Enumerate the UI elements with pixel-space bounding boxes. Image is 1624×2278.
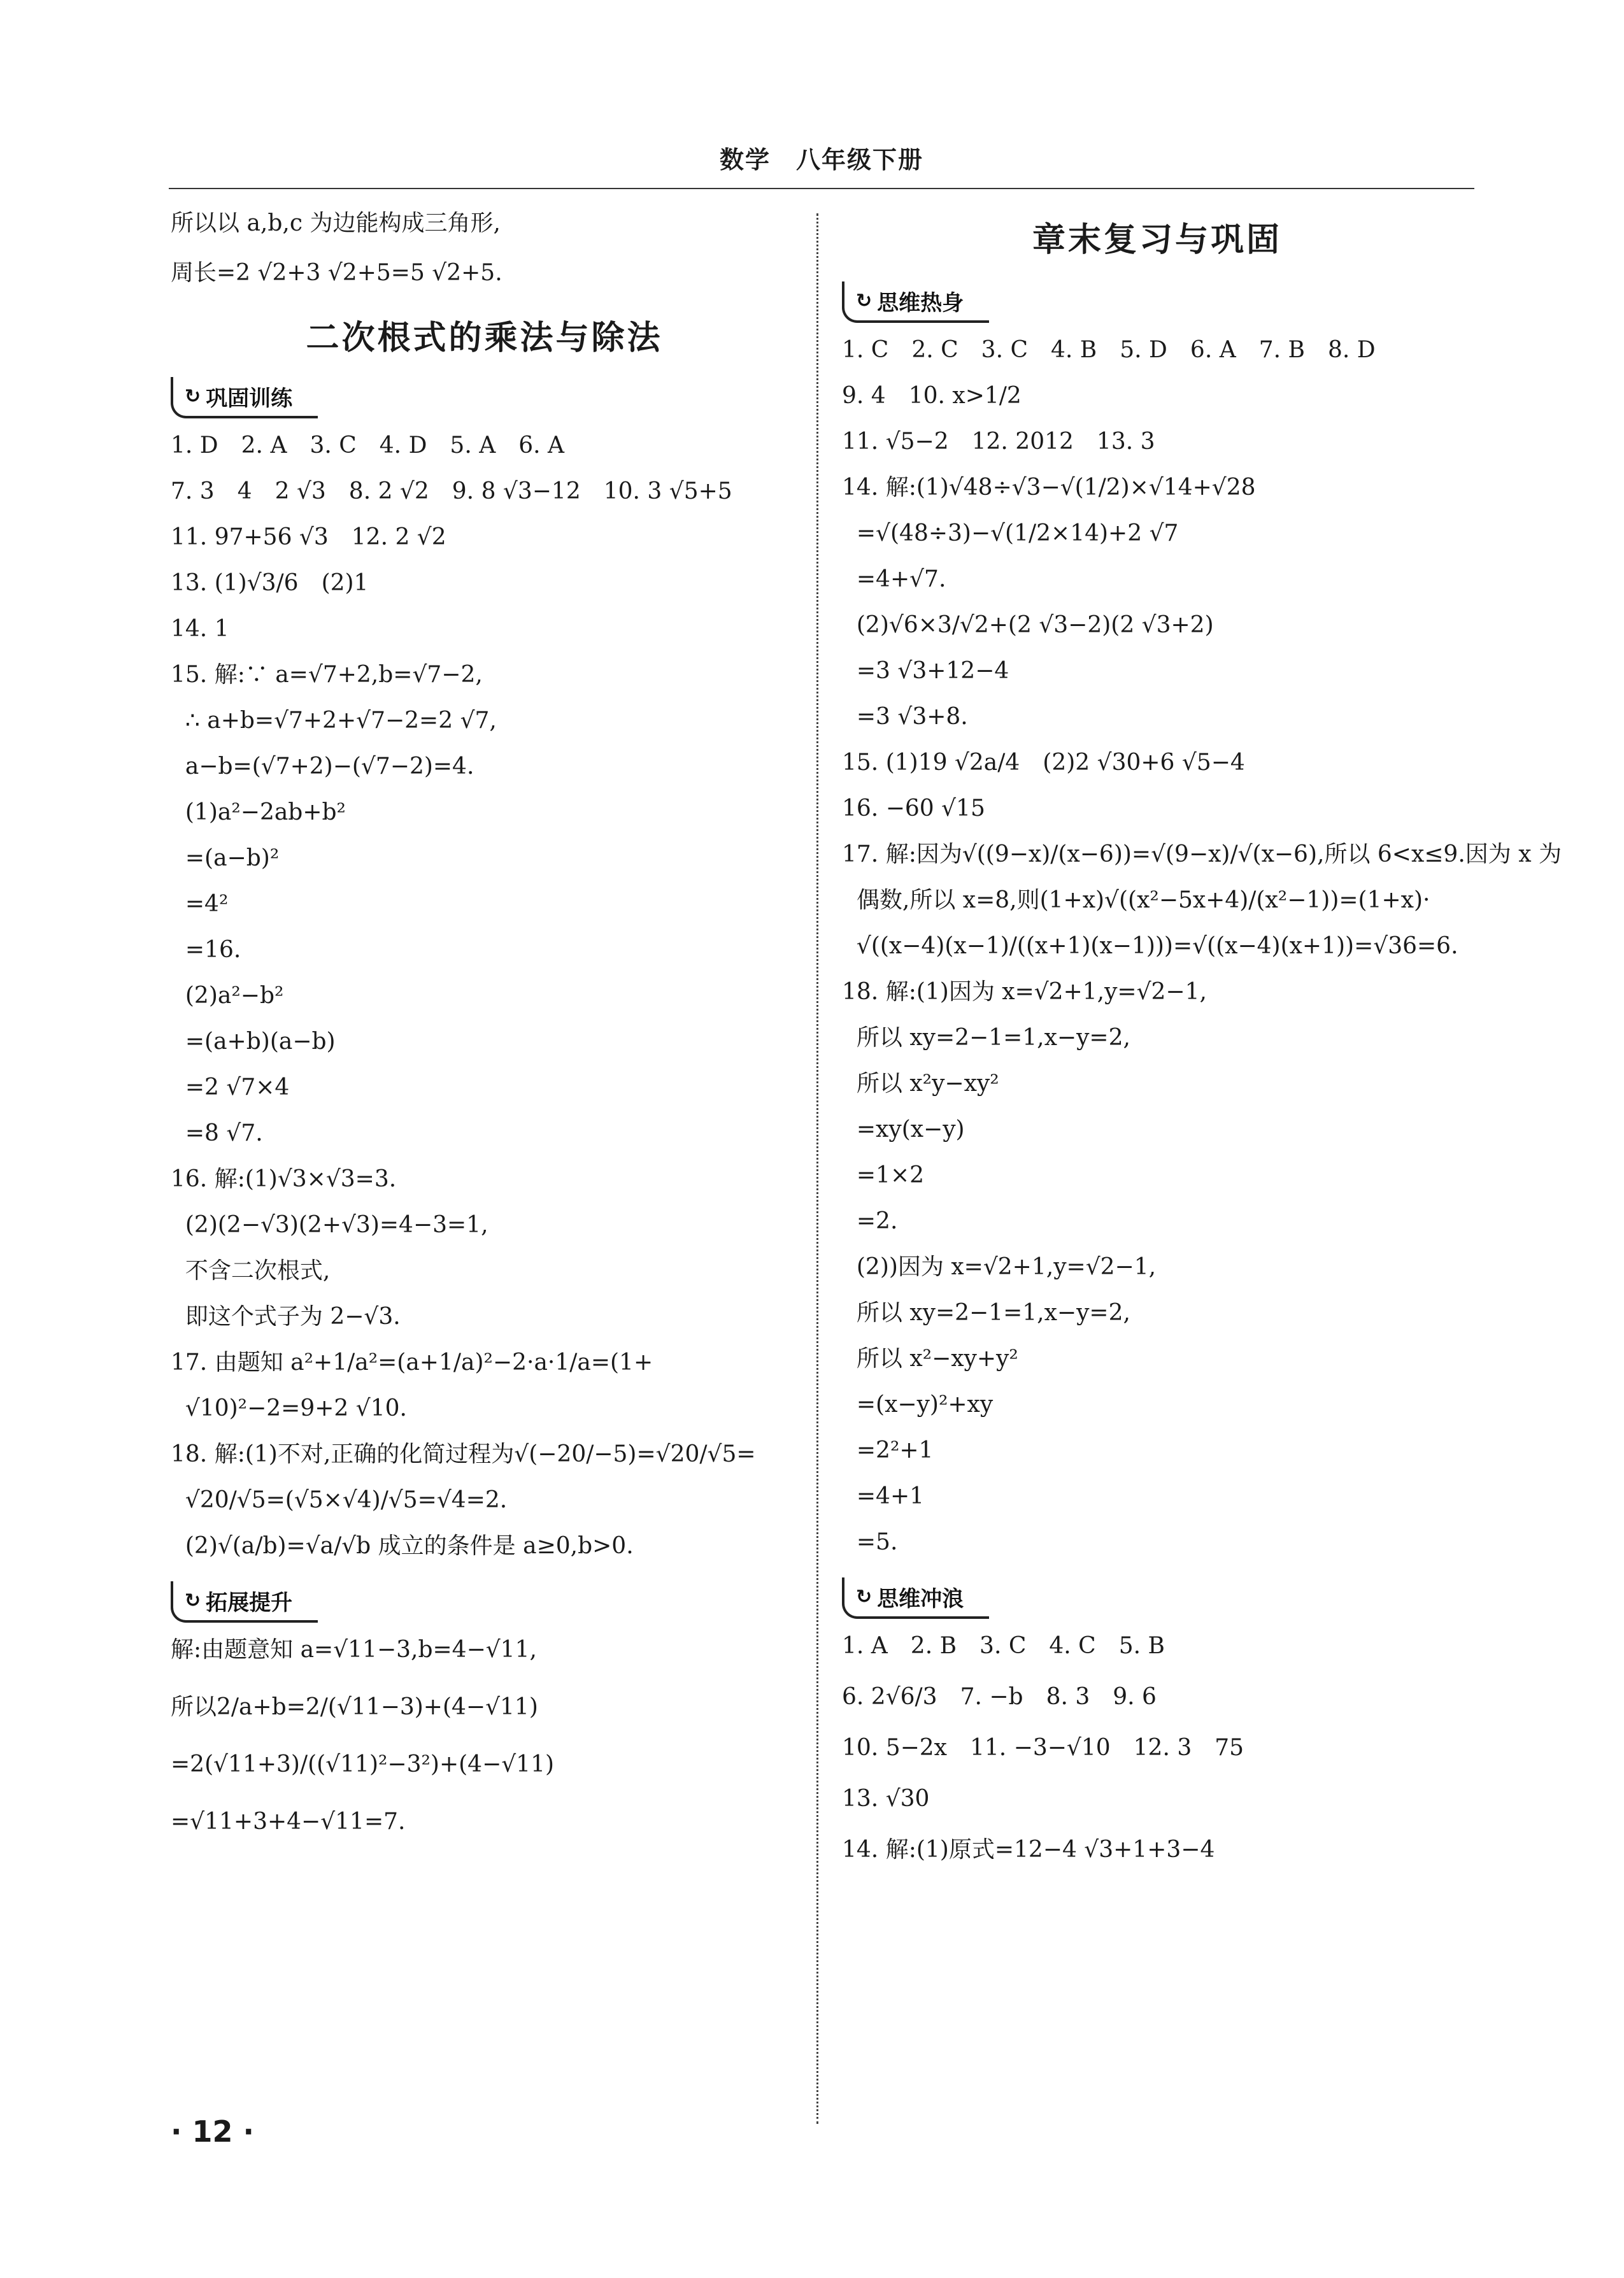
curl-arrow-icon: ↻ bbox=[185, 1590, 201, 1612]
answer-line: 10. 5−2x 11. −3−√10 12. 3 75 bbox=[842, 1735, 1244, 1761]
answer-line: a−b=(√7+2)−(√7−2)=4. bbox=[171, 753, 474, 780]
answer-line: 16. 解:(1)√3×√3=3. bbox=[171, 1166, 397, 1192]
answer-line: 所以 x²y−xy² bbox=[842, 1071, 999, 1097]
answer-line: =16. bbox=[171, 937, 241, 963]
answer-line: =3 √3+8. bbox=[842, 704, 968, 730]
answer-line: 18. 解:(1)因为 x=√2+1,y=√2−1, bbox=[842, 979, 1207, 1005]
answer-line: 17. 由题知 a²+1/a²=(a+1/a)²−2·a·1/a=(1+ bbox=[171, 1349, 653, 1376]
answer-line: =√11+3+4−√11=7. bbox=[171, 1809, 406, 1835]
section-title-multiply-divide: 二次根式的乘法与除法 bbox=[306, 319, 663, 357]
answer-line: 所以 x²−xy+y² bbox=[842, 1346, 1018, 1372]
answer-line: =4² bbox=[171, 891, 229, 917]
answer-line: =(a+b)(a−b) bbox=[171, 1029, 336, 1055]
section-tab-extension bbox=[171, 1581, 318, 1623]
answer-line: 所以 xy=2−1=1,x−y=2, bbox=[842, 1300, 1130, 1326]
section-tab-label: 思维冲浪 bbox=[877, 1586, 964, 1612]
answer-line: 即这个式子为 2−√3. bbox=[171, 1304, 401, 1330]
answer-line: 14. 解:(1)√48÷√3−√(1/2)×√14+√28 bbox=[842, 474, 1256, 501]
answer-line: =2 √7×4 bbox=[171, 1074, 290, 1100]
curl-arrow-icon: ↻ bbox=[856, 1586, 873, 1608]
answer-line: 14. 解:(1)原式=12−4 √3+1+3−4 bbox=[842, 1837, 1215, 1863]
column-divider bbox=[816, 213, 818, 2124]
answer-line: (1)a²−2ab+b² bbox=[171, 799, 346, 825]
answer-line: 11. √5−2 12. 2012 13. 3 bbox=[842, 429, 1155, 455]
answer-line: =2. bbox=[842, 1208, 898, 1234]
answer-line: 1. A 2. B 3. C 4. C 5. B bbox=[842, 1633, 1165, 1659]
section-title-chapter-review: 章末复习与巩固 bbox=[1032, 221, 1282, 259]
answer-line: 15. (1)19 √2a/4 (2)2 √30+6 √5−4 bbox=[842, 750, 1245, 776]
answer-line: (2)a²−b² bbox=[171, 983, 284, 1009]
answer-line: 1. C 2. C 3. C 4. B 5. D 6. A 7. B 8. D bbox=[842, 337, 1376, 363]
answer-line: =xy(x−y) bbox=[842, 1116, 965, 1143]
answer-line: =(a−b)² bbox=[171, 845, 280, 871]
section-tab-surfing bbox=[842, 1577, 989, 1619]
answer-line: (2)√6×3/√2+(2 √3−2)(2 √3+2) bbox=[842, 612, 1214, 638]
answer-line: =2(√11+3)/((√11)²−3²)+(4−√11) bbox=[171, 1751, 555, 1777]
left-column bbox=[171, 205, 798, 1838]
answer-line: =4+1 bbox=[842, 1483, 925, 1509]
answer-line: 13. √30 bbox=[842, 1786, 930, 1812]
answer-line: 7. 3 4 2 √3 8. 2 √2 9. 8 √3−12 10. 3 √5+5 bbox=[171, 478, 732, 504]
answer-line: 17. 解:因为√((9−x)/(x−6))=√(9−x)/√(x−6),所以 6<x≤9.因为 x 为 bbox=[842, 841, 1562, 867]
answer-line: 14. 1 bbox=[171, 616, 229, 642]
answer-line: 不含二次根式, bbox=[171, 1258, 331, 1284]
page-number: · 12 · bbox=[171, 2114, 254, 2149]
answer-line: √((x−4)(x−1)/((x+1)(x−1)))=√((x−4)(x+1))=√36=6. bbox=[842, 933, 1458, 959]
answer-line: 6. 2√6/3 7. −b 8. 3 9. 6 bbox=[842, 1684, 1157, 1710]
section-tab-warmup bbox=[842, 281, 989, 323]
right-column bbox=[842, 205, 1562, 1866]
curl-arrow-icon: ↻ bbox=[856, 290, 873, 312]
answer-line: 1. D 2. A 3. C 4. D 5. A 6. A bbox=[171, 432, 565, 459]
answer-line: 15. 解:∵ a=√7+2,b=√7−2, bbox=[171, 662, 483, 688]
header-rule bbox=[169, 188, 1474, 189]
section-tab-label: 巩固训练 bbox=[206, 386, 293, 411]
answer-line: 所以 xy=2−1=1,x−y=2, bbox=[842, 1025, 1130, 1051]
answer-line: 偶数,所以 x=8,则(1+x)√((x²−5x+4)/(x²−1))=(1+x)· bbox=[842, 887, 1430, 913]
answer-line: 解:由题意知 a=√11−3,b=4−√11, bbox=[171, 1637, 537, 1663]
intro-line-2: 周长=2 √2+3 √2+5=5 √2+5. bbox=[171, 260, 502, 286]
answer-line: =4+√7. bbox=[842, 566, 946, 592]
section-tab-consolidation bbox=[171, 377, 318, 418]
answer-line: 所以2/a+b=2/(√11−3)+(4−√11) bbox=[171, 1694, 538, 1720]
answer-line: =5. bbox=[842, 1529, 898, 1555]
answer-line: (2)(2−√3)(2+√3)=4−3=1, bbox=[171, 1212, 488, 1238]
answer-line: =8 √7. bbox=[171, 1120, 263, 1146]
answer-line: (2))因为 x=√2+1,y=√2−1, bbox=[842, 1254, 1157, 1280]
answer-line: =√(48÷3)−√(1/2×14)+2 √7 bbox=[842, 520, 1179, 546]
page-header: 数学 八年级下册 bbox=[719, 146, 923, 174]
answer-line: 9. 4 10. x>1/2 bbox=[842, 383, 1022, 409]
answer-line: √20/√5=(√5×√4)/√5=√4=2. bbox=[171, 1487, 508, 1513]
intro-line-1: 所以以 a,b,c 为边能构成三角形, bbox=[171, 210, 501, 236]
answer-line: 16. −60 √15 bbox=[842, 795, 985, 822]
answer-line: √10)²−2=9+2 √10. bbox=[171, 1395, 407, 1421]
answer-line: =2²+1 bbox=[842, 1437, 934, 1463]
answer-line: ∴ a+b=√7+2+√7−2=2 √7, bbox=[171, 708, 497, 734]
answer-line: 13. (1)√3/6 (2)1 bbox=[171, 570, 369, 596]
section-tab-label: 拓展提升 bbox=[206, 1590, 293, 1616]
section-tab-label: 思维热身 bbox=[877, 290, 964, 316]
answer-line: 11. 97+56 √3 12. 2 √2 bbox=[171, 524, 446, 550]
curl-arrow-icon: ↻ bbox=[185, 385, 201, 408]
answer-line: =3 √3+12−4 bbox=[842, 658, 1009, 684]
answer-line: (2)√(a/b)=√a/√b 成立的条件是 a≥0,b>0. bbox=[171, 1533, 634, 1559]
answer-line: 18. 解:(1)不对,正确的化简过程为√(−20/−5)=√20/√5= bbox=[171, 1441, 756, 1467]
answer-line: =1×2 bbox=[842, 1162, 925, 1188]
answer-line: =(x−y)²+xy bbox=[842, 1392, 994, 1418]
